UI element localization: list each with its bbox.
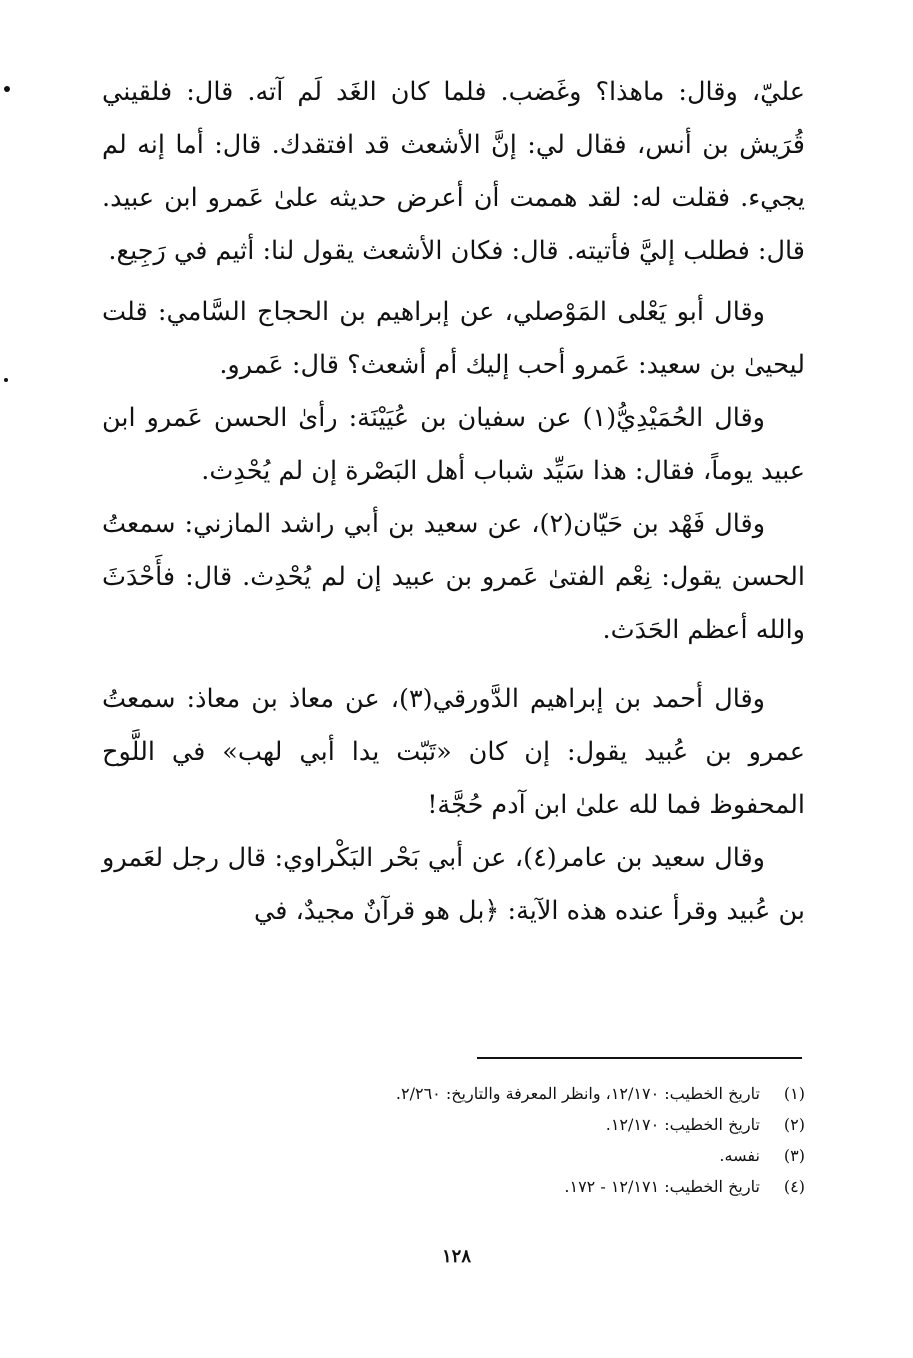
footnote [102,1078,805,1109]
footnote-text: تاريخ الخطيب: ١٢/١٧١ - ١٧٢. [564,1177,760,1196]
footnote-text: نفسه. [719,1146,760,1165]
paragraph: وقال الحُمَيْدِيُّ(١) عن سفيان بن عُيَيْنَة: رأىٰ الحسن عَمرو ابن عبيد يوماً، فقال: هذا سَيِّد شباب أهل البَصْرة إن لم يُحْدِث. [102,403,805,486]
footnote-number: (٣) [783,1146,805,1165]
footnote-number: (٢) [783,1115,805,1134]
scan-edge-mark [4,86,10,92]
footnote-number: (١) [783,1084,805,1103]
footnote-number: (٤) [783,1177,805,1196]
footnote-text: تاريخ الخطيب: ١٢/١٧٠. [605,1115,760,1134]
scan-edge-mark [4,378,8,382]
page-number: ١٢٨ [441,1246,471,1267]
paragraph: وقال سعيد بن عامر(٤)، عن أبي بَحْر البَكْراوي: قال رجل لعَمرو بن عُبيد وقرأ عنده هذه الآية: ﴿بل هو قرآنٌ مجيدٌ، في [102,843,805,926]
footnotes [102,1078,805,1202]
paragraph: وقال أحمد بن إبراهيم الدَّورقي(٣)، عن معاذ بن معاذ: سمعتُ عمرو بن عُبيد يقول: إن كان «تَبّت يدا أبي لهب» في اللَّوح المحفوظ فما لله علىٰ ابن آدم حُجَّة! [102,684,805,820]
footnote-text: تاريخ الخطيب: ١٢/١٧٠، وانظر المعرفة والتاريخ: ٢/٢٦٠. [395,1084,760,1103]
footnote-separator [477,1057,802,1059]
paragraph: وقال أبو يَعْلى المَوْصلي، عن إبراهيم بن الحجاج السَّامي: قلت ليحيىٰ بن سعيد: عَمرو أحب إليك أم أشعث؟ قال: عَمرو. [102,297,805,380]
footnote [102,1171,805,1202]
footnote [102,1140,805,1171]
main-text [102,66,805,938]
footnote [102,1109,805,1140]
paragraph: وقال فَهْد بن حَيّان(٢)، عن سعيد بن أبي راشد المازني: سمعتُ الحسن يقول: نِعْم الفتىٰ عَمرو بن عبيد إن لم يُحْدِث. قال: فأَحْدَثَ والله أعظم الحَدَث. [102,509,805,645]
paragraph: عليّ، وقال: ماهذا؟ وغَضب. فلما كان الغَد لَم آته. قال: فلقيني قُرَيش بن أنس، فقال لي: إنَّ الأشعث قد افتقدك. قال: أما إنه لم يجيء. فقلت له: لقد هممت أن أعرض حديثه علىٰ عَمرو ابن عبيد. قال: فطلب إليَّ فأتيته. قال: فكان الأشعث يقول لنا: أثيم في رَجِيع. [102,77,805,266]
